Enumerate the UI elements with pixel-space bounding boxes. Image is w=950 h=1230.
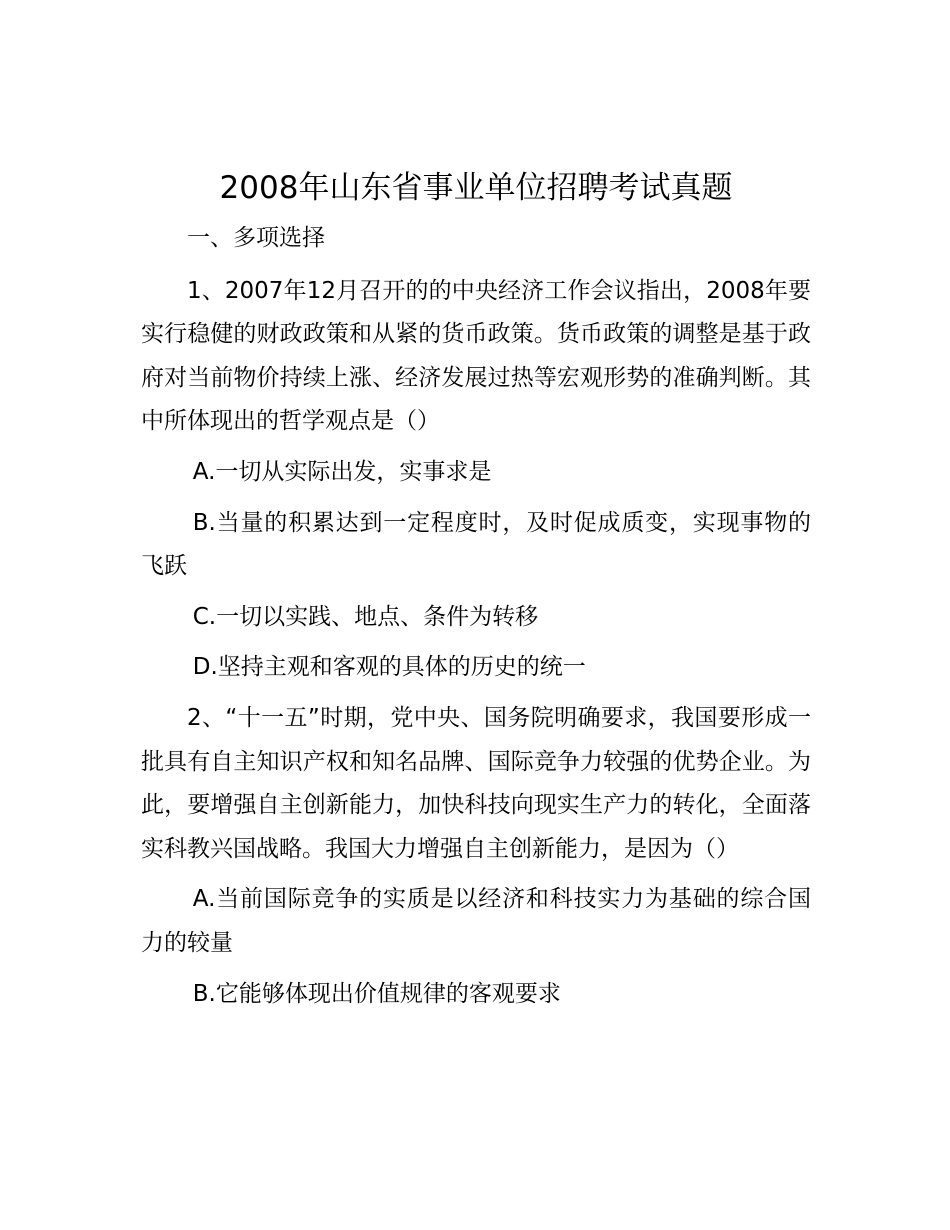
document-title: 2008年山东省事业单位招聘考试真题 (219, 170, 733, 206)
question-1-option-a: A.一切从实际出发，实事求是 (192, 458, 492, 485)
question-2-stem: 2、“十一五”时期，党中央、国务院明确要求，我国要形成一批具有自主知识产权和知名品牌、国际竞争力较强的优势企业。为此，要增强自主创新能力，加快科技向现实生产力的转化，全面落实科教兴国战略。我国大力增强自主创新能力，是因为（） (141, 704, 811, 862)
question-2-option-a: A.当前国际竞争的实质是以经济和科技实力为基础的综合国力的较量 (141, 886, 811, 956)
question-1-option-d: D.坚持主观和客观的具体的历史的统一 (192, 654, 586, 681)
question-2-option-b: B.它能够体现出价值规律的客观要求 (192, 980, 561, 1007)
document-page (141, 163, 811, 1023)
question-1-option-c: C.一切以实践、地点、条件为转移 (192, 603, 539, 630)
question-1-option-b: B.当量的积累达到一定程度时，及时促成质变，实现事物的飞跃 (141, 509, 811, 580)
section-heading: 一、多项选择 (187, 225, 325, 251)
question-1-stem: 1、2007年12月召开的的中央经济工作会议指出，2008年要实行稳健的财政政策和从紧的货币政策。货币政策的调整是基于政府对当前物价持续上涨、经济发展过热等宏观形势的准确判断。其中所体现出的哲学观点是（） (141, 277, 811, 435)
